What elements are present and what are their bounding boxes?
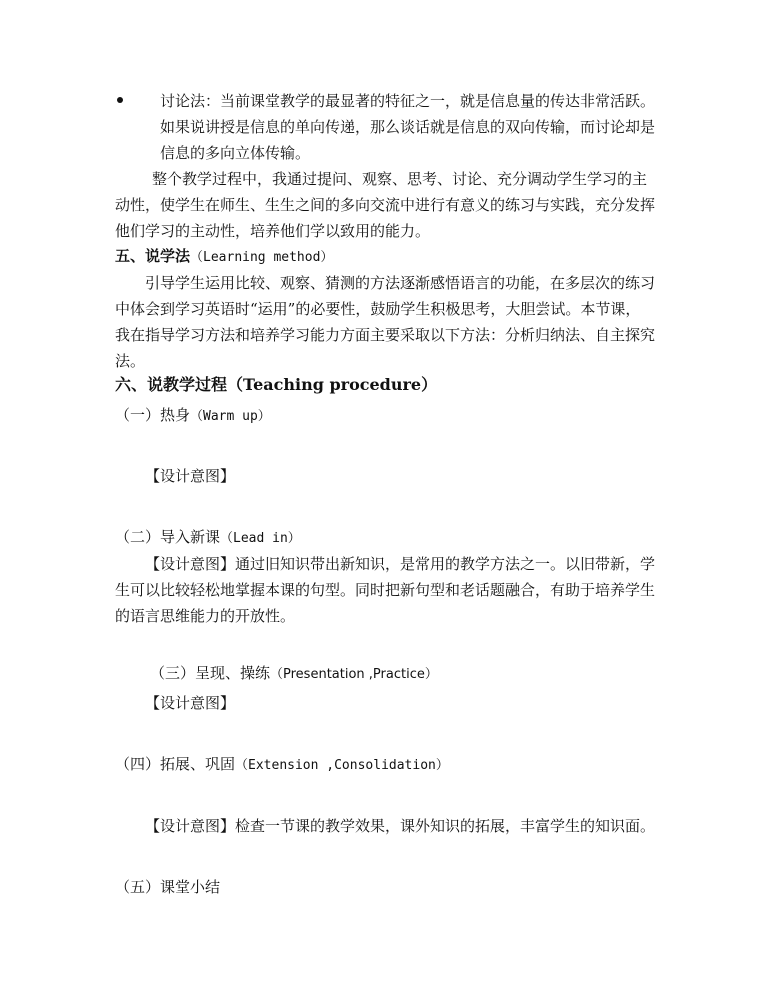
wrapup-title: （五）课堂小结 xyxy=(115,878,221,896)
presentation-title-cn: （三）呈现、操练 xyxy=(150,664,271,682)
presentation-intent: 【设计意图】 xyxy=(145,694,236,712)
leadin-line: 的语言思维能力的开放性。 xyxy=(115,607,296,625)
leadin-title-cn: （二）导入新课 xyxy=(115,528,221,546)
section5-heading-text: 五、说学法 xyxy=(115,247,191,265)
section5-line: 引导学生运用比较、观察、猜测的方法逐渐感悟语言的功能，在多层次的练习 xyxy=(145,274,656,292)
bullet-icon xyxy=(117,97,123,103)
extension-title xyxy=(115,751,449,779)
presentation-title xyxy=(150,660,438,688)
warmup-intent: 【设计意图】 xyxy=(145,467,236,485)
section5-line: 法。 xyxy=(115,352,146,370)
leadin-line xyxy=(115,551,655,577)
section5-heading xyxy=(115,243,333,271)
extension-intent-label: 【设计意图】 xyxy=(145,817,236,835)
discussion-line: 如果说讲授是信息的单向传递，那么谈话就是信息的双向传输，而讨论却是 xyxy=(160,118,656,136)
section5-line: 我在指导学习方法和培养学习能力方面主要采取以下方法：分析归纳法、自主探究 xyxy=(115,326,656,344)
summary-line: 动性，使学生在师生、生生之间的多向交流中进行有意义的练习与实践，充分发挥 xyxy=(115,196,656,214)
leadin-line: 生可以比较轻松地掌握本课的句型。同时把新句型和老话题融合，有助于培养学生 xyxy=(115,581,656,599)
leadin-intent-text: 通过旧知识带出新知识，是常用的教学方法之一。以旧带新，学 xyxy=(235,555,656,573)
section5-heading-en: （Learning method） xyxy=(190,250,334,265)
leadin-title xyxy=(115,524,301,552)
summary-line: 整个教学过程中，我通过提问、观察、思考、讨论、充分调动学生学习的主 xyxy=(152,170,648,188)
leadin-paragraph xyxy=(115,551,655,629)
discussion-line: 信息的多向立体传输。 xyxy=(160,144,311,162)
summary-paragraph xyxy=(115,166,655,244)
warmup-title-cn: （一）热身 xyxy=(115,406,191,424)
discussion-line: 讨论法：当前课堂教学的最显著的特征之一，就是信息量的传达非常活跃。 xyxy=(160,92,656,110)
summary-line: 他们学习的主动性，培养他们学以致用的能力。 xyxy=(115,222,431,240)
warmup-title xyxy=(115,402,271,430)
warmup-title-en: （Warm up） xyxy=(190,409,271,424)
section5-paragraph xyxy=(115,270,655,374)
leadin-title-en: （Lead in） xyxy=(220,531,301,546)
extension-intent-text: 检查一节课的教学效果，课外知识的拓展，丰富学生的知识面。 xyxy=(235,817,656,835)
section6-heading: 六、说教学过程（Teaching procedure） xyxy=(115,375,438,394)
presentation-title-en: （Presentation ,Practice） xyxy=(270,667,438,682)
discussion-paragraph xyxy=(160,88,655,166)
extension-intent xyxy=(145,813,655,839)
extension-title-en: （Extension ,Consolidation） xyxy=(235,758,449,773)
section5-line: 中体会到学习英语时“运用”的必要性，鼓励学生积极思考，大胆尝试。本节课， xyxy=(115,300,641,318)
extension-title-cn: （四）拓展、巩固 xyxy=(115,755,236,773)
leadin-intent-label: 【设计意图】 xyxy=(145,555,236,573)
